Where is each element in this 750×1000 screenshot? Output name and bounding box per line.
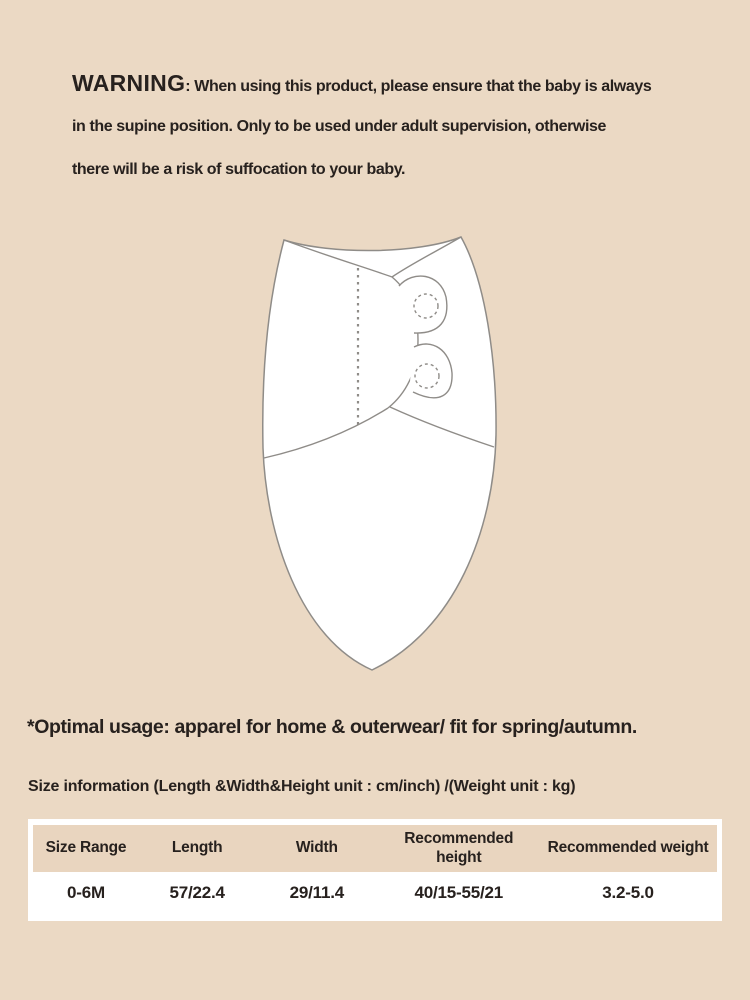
cell-length: 57/22.4 xyxy=(169,882,225,902)
col-header-size-range: Size Range xyxy=(45,839,127,857)
warning-line-1 xyxy=(72,62,712,105)
warning-line-2: in the supine position. Only to be used under adult supervision, otherwise xyxy=(72,118,607,135)
col-header-width: Width xyxy=(295,839,338,857)
swaddle-diagram-svg xyxy=(230,205,530,685)
size-table xyxy=(28,819,722,921)
warning-label: WARNING xyxy=(72,70,186,96)
swaddle-illustration xyxy=(230,205,530,685)
warning-section xyxy=(72,62,712,191)
col-header-recommended-height: Recommended height xyxy=(404,829,514,866)
optimal-usage-note: *Optimal usage: apparel for home & outerwear/ fit for spring/autumn. xyxy=(27,716,637,738)
swaddle-outline xyxy=(263,237,496,670)
size-table-data-row xyxy=(33,872,717,913)
size-table-header-row xyxy=(33,825,717,872)
col-header-length: Length xyxy=(171,839,223,857)
warning-line-1-text: : When using this product, please ensure that the baby is always xyxy=(185,78,652,95)
cell-size-range: 0-6M xyxy=(67,882,105,902)
size-information-heading: Size information (Length &Width&Height unit : cm/inch) /(Weight unit : kg) xyxy=(28,778,576,795)
warning-line-3: there will be a risk of suffocation to your baby. xyxy=(72,161,406,178)
cell-recommended-height: 40/15-55/21 xyxy=(414,882,504,902)
cell-width: 29/11.4 xyxy=(289,882,345,902)
cell-recommended-weight: 3.2-5.0 xyxy=(602,882,654,902)
col-header-recommended-weight: Recommended weight xyxy=(547,839,709,857)
